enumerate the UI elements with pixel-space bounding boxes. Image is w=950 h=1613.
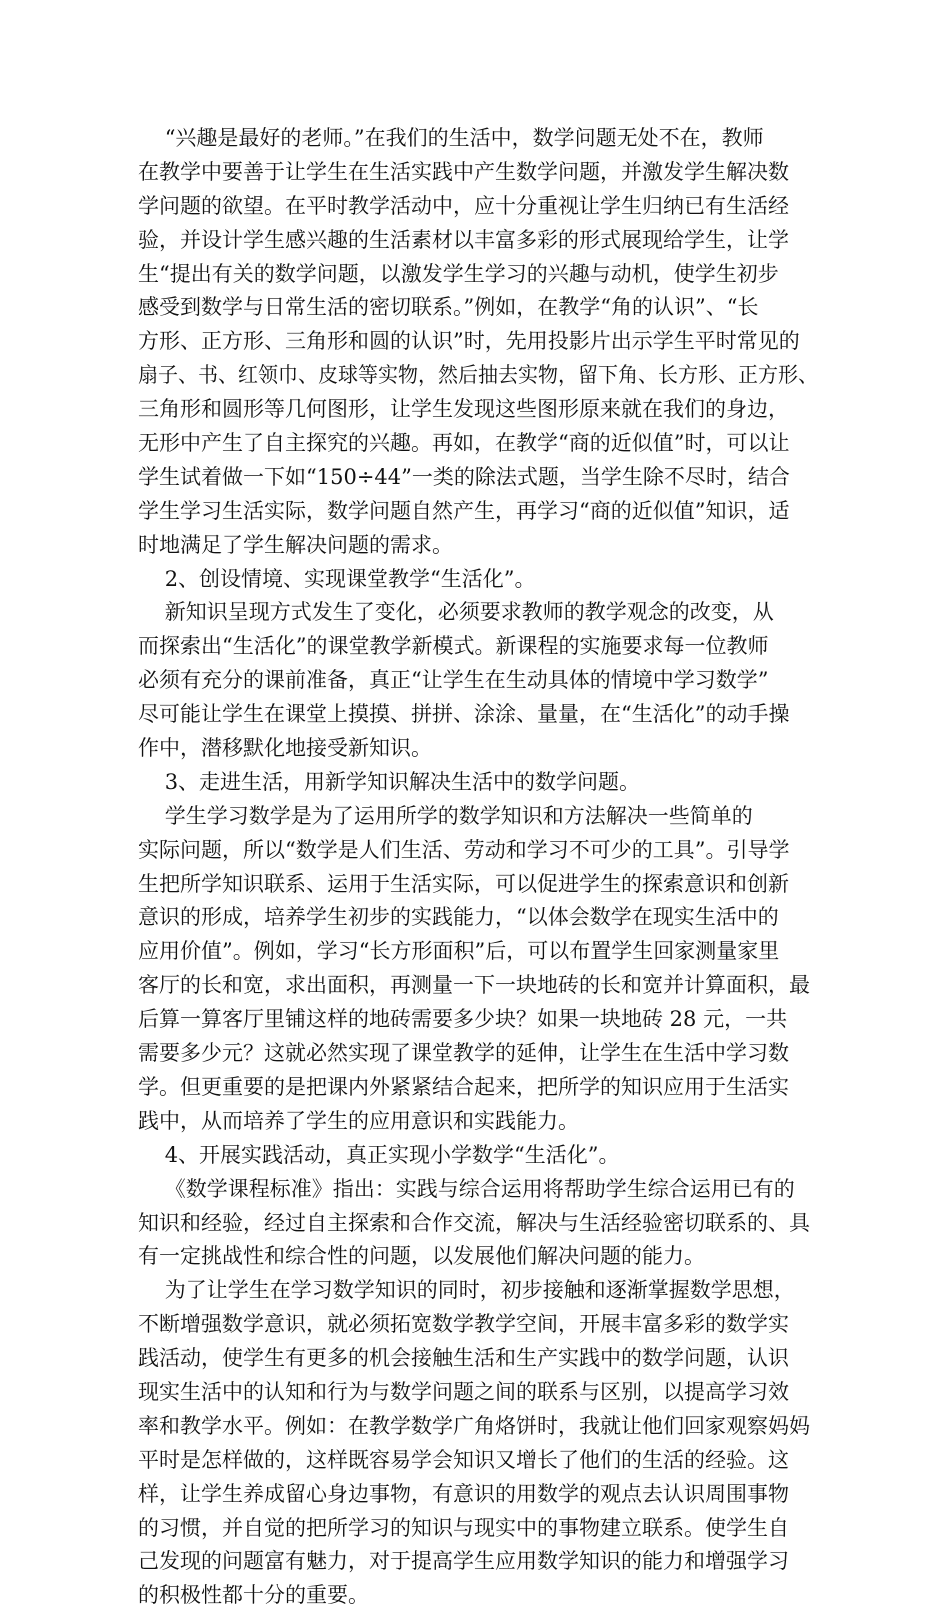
text-line: 己发现的问题富有魅力，对于提高学生应用数学知识的能力和增强学习: [138, 1549, 789, 1574]
text-line: 的习惯，并自觉的把所学习的知识与现实中的事物建立联系。使学生自: [138, 1515, 789, 1540]
text-line: 3、走进生活，用新学知识解决生活中的数学问题。: [138, 769, 641, 794]
text-line: 知识和经验，经过自主探索和合作交流，解决与生活经验密切联系的、具: [138, 1210, 810, 1235]
text-line: 后算一算客厅里铺这样的地砖需要多少块？如果一块地砖 28 元，一共: [138, 1007, 788, 1032]
text-line: 的积极性都十分的重要。: [138, 1583, 369, 1608]
text-line: 验，并设计学生感兴趣的生活素材以丰富多彩的形式展现给学生，让学: [138, 227, 789, 252]
text-line: 4、开展实践活动，真正实现小学数学“生活化”。: [138, 1142, 620, 1167]
text-line: 有一定挑战性和综合性的问题，以发展他们解决问题的能力。: [138, 1244, 705, 1269]
text-line: 学生学习生活实际，数学问题自然产生，再学习“商的近似值”知识，适: [138, 498, 790, 523]
text-line: 学问题的欲望。在平时教学活动中，应十分重视让学生归纳已有生活经: [138, 193, 789, 218]
text-line: 生“提出有关的数学问题，以激发学生学习的兴趣与动机，使学生初步: [138, 261, 779, 286]
text-line: 现实生活中的认知和行为与数学问题之间的联系与区别，以提高学习效: [138, 1379, 789, 1404]
text-line: 样，让学生养成留心身边事物，有意识的用数学的观点去认识周围事物: [138, 1481, 789, 1506]
text-line: 为了让学生在学习数学知识的同时，初步接触和逐渐掌握数学思想，: [138, 1278, 795, 1303]
text-line: 作中，潜移默化地接受新知识。: [138, 736, 432, 761]
text-line: 三角形和圆形等几何图形，让学生发现这些图形原来就在我们的身边，: [138, 397, 789, 422]
text-line: 不断增强数学意识，就必须拓宽数学教学空间，开展丰富多彩的数学实: [138, 1312, 789, 1337]
text-line: 时地满足了学生解决问题的需求。: [138, 532, 453, 557]
text-line: 意识的形成，培养学生初步的实践能力，“以体会数学在现实生活中的: [138, 905, 779, 930]
text-line: 生把所学知识联系、运用于生活实际，可以促进学生的探索意识和创新: [138, 871, 789, 896]
text-line: 尽可能让学生在课堂上摸摸、拼拼、涂涂、量量，在“生活化”的动手操: [138, 702, 790, 727]
text-line: 扇子、书、红领巾、皮球等实物，然后抽去实物，留下角、长方形、正方形、: [138, 363, 819, 388]
text-line: 新知识呈现方式发生了变化，必须要求教师的教学观念的改变，从: [138, 600, 774, 625]
text-line: 而探索出“生活化”的课堂教学新模式。新课程的实施要求每一位教师: [138, 634, 769, 659]
text-line: 践中，从而培养了学生的应用意识和实践能力。: [138, 1108, 579, 1133]
text-line: 必须有充分的课前准备，真正“让学生在生动具体的情境中学习数学”: [138, 668, 769, 693]
text-line: 学生试着做一下如“150÷44”一类的除法式题，当学生除不尽时，结合: [138, 464, 790, 489]
text-line: 需要多少元？这就必然实现了课堂教学的延伸，让学生在生活中学习数: [138, 1041, 789, 1066]
text-line: 感受到数学与日常生活的密切联系。”例如，在教学“角的认识”、“长: [138, 295, 759, 320]
text-line: 平时是怎样做的，这样既容易学会知识又增长了他们的生活的经验。这: [138, 1447, 789, 1472]
text-line: 学。但更重要的是把课内外紧紧结合起来，把所学的知识应用于生活实: [138, 1074, 789, 1099]
text-line: 率和教学水平。例如：在教学数学广角烙饼时，我就让他们回家观察妈妈: [138, 1413, 810, 1438]
text-line: 实际问题，所以“数学是人们生活、劳动和学习不可少的工具”。引导学: [138, 837, 790, 862]
text-line: 方形、正方形、三角形和圆的认识”时，先用投影片出示学生平时常见的: [138, 329, 800, 354]
text-line: 《数学课程标准》指出：实践与综合运用将帮助学生综合运用已有的: [138, 1176, 795, 1201]
text-line: 应用价值”。例如，学习“长方形面积”后，可以布置学生回家测量家里: [138, 939, 780, 964]
text-line: 客厅的长和宽，求出面积，再测量一下一块地砖的长和宽并计算面积，最: [138, 973, 810, 998]
text-line: 践活动，使学生有更多的机会接触生活和生产实践中的数学问题，认识: [138, 1346, 789, 1371]
text-line: “兴趣是最好的老师。”在我们的生活中，数学问题无处不在，教师: [138, 126, 764, 150]
text-line: 在教学中要善于让学生在生活实践中产生数学问题，并激发学生解决数: [138, 159, 789, 184]
text-line: 2、创设情境、实现课堂教学“生活化”。: [138, 566, 536, 591]
text-line: 无形中产生了自主探究的兴趣。再如，在教学“商的近似值”时，可以让: [138, 431, 790, 456]
text-line: 学生学习数学是为了运用所学的数学知识和方法解决一些简单的: [138, 803, 753, 828]
document-page: [138, 122, 818, 1613]
